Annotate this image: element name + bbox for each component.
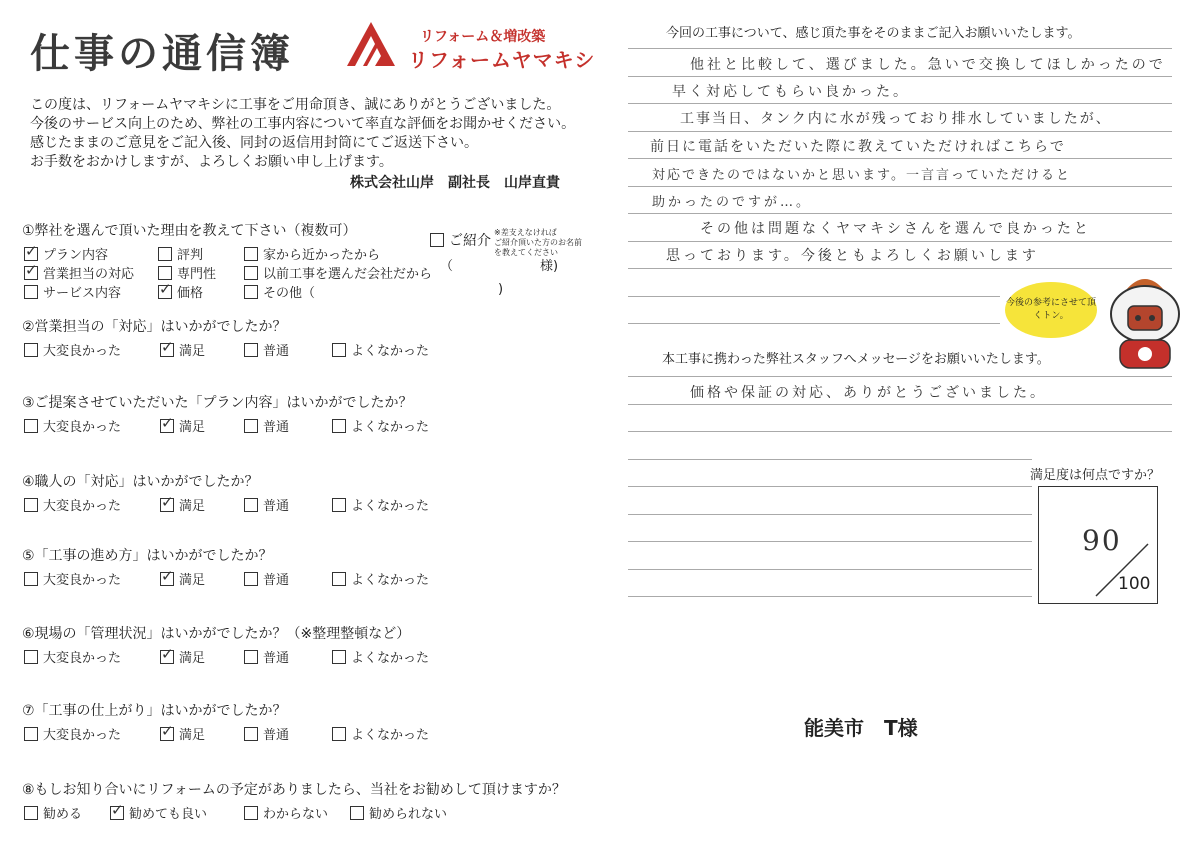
page-title: 仕事の通信簿 (30, 31, 294, 77)
checkbox[interactable] (332, 498, 346, 512)
ruled-line (628, 213, 1172, 214)
checkbox[interactable] (244, 806, 258, 820)
staff-message-heading: 本工事に携わった弊社スタッフへメッセージをお願いいたします。 (662, 352, 1050, 367)
feedback-line: 前日に電話をいただいた際に教えていただければこちらで (650, 139, 1066, 155)
checkbox[interactable] (244, 266, 258, 280)
pig-mascot-icon (1098, 268, 1192, 372)
signature: 株式会社山岸 副社長 山岸直貴 (350, 175, 560, 191)
q1-option-near-home[interactable]: 家から近かったから (244, 244, 380, 263)
ruled-line (628, 268, 1172, 269)
referral-sama: 様) (540, 259, 559, 274)
rating-option[interactable]: よくなかった (332, 416, 429, 435)
ruled-line (628, 541, 1032, 542)
q8-option[interactable]: わからない (244, 803, 328, 822)
checkbox[interactable] (158, 266, 172, 280)
checkbox[interactable] (24, 266, 38, 280)
q1-option-sales-response[interactable]: ✓ 営業担当の対応 (24, 263, 134, 282)
rating-option[interactable]: ✓ 満足 (160, 340, 205, 359)
checkbox[interactable] (158, 285, 172, 299)
rating-option[interactable]: 大変良かった (24, 724, 121, 743)
checkbox[interactable] (24, 247, 38, 261)
checkbox[interactable] (332, 572, 346, 586)
ruled-line (628, 404, 1172, 405)
checkbox[interactable] (244, 498, 258, 512)
question-label: ⑤「工事の進め方」はいかがでしたか？ (22, 548, 273, 564)
q1-label: ①弊社を選んで頂いた理由を教えて下さい（複数可） (22, 223, 357, 239)
checkbox[interactable] (160, 419, 174, 433)
checkbox[interactable] (430, 233, 444, 247)
question-label: ⑥現場の「管理状況」はいかがでしたか？（※整理整頓など） (22, 626, 411, 642)
question-label: ④職人の「対応」はいかがでしたか？ (22, 474, 259, 490)
rating-option[interactable]: ✓ 満足 (160, 495, 205, 514)
ruled-line (628, 569, 1032, 570)
checkbox[interactable] (160, 727, 174, 741)
checkbox[interactable] (24, 650, 38, 664)
checkbox[interactable] (332, 419, 346, 433)
intro-line: 感じたままのご意見をご記入後、同封の返信用封筒にてご返送下さい。 (30, 135, 478, 151)
rating-option[interactable]: 大変良かった (24, 416, 121, 435)
feedback-line: その他は問題なくヤマキシさんを選んで良かったと (700, 221, 1091, 237)
q1-option-referral[interactable]: ご紹介 (430, 230, 491, 250)
q1-option-reputation[interactable]: 評判 (158, 244, 203, 263)
checkbox[interactable] (332, 727, 346, 741)
checkbox[interactable] (24, 727, 38, 741)
rating-option[interactable]: ✓ 満足 (160, 416, 205, 435)
checkbox[interactable] (24, 806, 38, 820)
ruled-line (628, 376, 1172, 377)
rating-option[interactable]: 普通 (244, 724, 289, 743)
intro-text (30, 96, 575, 172)
ruled-line (628, 241, 1172, 242)
ruled-line (628, 514, 1032, 515)
q8-label: ⑧もしお知り合いにリフォームの予定がありましたら、当社をお勧めして頂けますか？ (22, 782, 566, 798)
rating-option[interactable]: 普通 (244, 416, 289, 435)
q1-other-close: ) (498, 282, 504, 297)
ruled-line (628, 131, 1172, 132)
rating-option[interactable]: 大変良かった (24, 569, 121, 588)
checkbox[interactable] (160, 498, 174, 512)
q1-option-price[interactable]: ✓ 価格 (158, 282, 203, 301)
checkbox[interactable] (244, 572, 258, 586)
feedback-line: 工事当日、タンク内に水が残っており排水していましたが、 (680, 111, 1112, 127)
referral-note: ※差支えなければ ご紹介頂いた方のお名前 を教えてください (494, 228, 582, 257)
q1-option-expertise[interactable]: 専門性 (158, 263, 216, 282)
ruled-line (628, 459, 1032, 460)
q8-option[interactable]: 勧める (24, 803, 82, 822)
rating-option[interactable]: 大変良かった (24, 647, 121, 666)
question-label: ②営業担当の「対応」はいかがでしたか？ (22, 319, 287, 335)
referral-open: （ (440, 259, 454, 274)
feedback-line: 早く対応してもらい良かった。 (672, 84, 910, 100)
intro-line: 今後のサービス向上のため、弊社の工事内容について率直な評価をお聞かせください。 (30, 116, 576, 132)
ruled-line (628, 596, 1032, 597)
mascot-speech-bubble: 今後の参考にさせて頂くトン。 (1005, 282, 1097, 338)
checkbox[interactable] (160, 572, 174, 586)
ruled-line (628, 296, 1000, 297)
ruled-line (628, 158, 1172, 159)
logo-subtitle: リフォーム＆増改築 (420, 29, 546, 45)
checkbox[interactable] (244, 727, 258, 741)
rating-option[interactable]: よくなかった (332, 340, 429, 359)
question-label: ⑦「工事の仕上がり」はいかがでしたか？ (22, 703, 287, 719)
checkbox[interactable] (24, 343, 38, 357)
intro-line: この度は、リフォームヤマキシに工事をご用命頂き、誠にありがとうございました。 (30, 97, 561, 113)
score-value: 90 (1082, 524, 1122, 557)
ruled-line (628, 186, 1172, 187)
rating-option[interactable]: ✓ 満足 (160, 724, 205, 743)
ruled-line (628, 323, 1000, 324)
rating-option[interactable]: ✓ 満足 (160, 569, 205, 588)
q1-option-other[interactable]: その他（ (244, 282, 315, 301)
checkbox[interactable] (244, 650, 258, 664)
checkbox[interactable] (110, 806, 124, 820)
rating-option[interactable]: 普通 (244, 495, 289, 514)
ruled-line (628, 431, 1172, 432)
checkbox[interactable] (244, 285, 258, 299)
q1-option-service[interactable]: サービス内容 (24, 282, 121, 301)
checkbox[interactable] (158, 247, 172, 261)
checkbox[interactable] (244, 419, 258, 433)
rating-option[interactable]: 大変良かった (24, 340, 121, 359)
ruled-line (628, 48, 1172, 49)
staff-message-text: 価格や保証の対応、ありがとうございました。 (690, 385, 1047, 401)
score-max: 100 (1118, 574, 1151, 594)
rating-option[interactable]: 普通 (244, 340, 289, 359)
checkbox[interactable] (160, 343, 174, 357)
score-label: 満足度は何点ですか？ (1030, 468, 1161, 483)
rating-option[interactable]: よくなかった (332, 724, 429, 743)
company-logo-mark (345, 20, 397, 68)
question-label: ③ご提案させていただいた「プラン内容」はいかがでしたか？ (22, 395, 413, 411)
checkbox[interactable] (24, 572, 38, 586)
checkbox[interactable] (350, 806, 364, 820)
rating-option[interactable]: よくなかった (332, 495, 429, 514)
feedback-line: 対応できたのではないかと思います。一言言っていただけると (652, 168, 1071, 183)
rating-option[interactable]: 普通 (244, 647, 289, 666)
customer-name: 能美市 T様 (804, 716, 918, 740)
rating-option[interactable]: 普通 (244, 569, 289, 588)
checkbox[interactable] (24, 285, 38, 299)
q8-option[interactable]: 勧められない (350, 803, 447, 822)
q1-option-plan[interactable]: ✓ プラン内容 (24, 244, 108, 263)
checkbox[interactable] (24, 498, 38, 512)
checkbox[interactable] (244, 343, 258, 357)
feedback-line: 他社と比較して、選びました。急いで交換してほしかったので (690, 57, 1166, 73)
ruled-line (628, 103, 1172, 104)
rating-option[interactable]: 大変良かった (24, 495, 121, 514)
q8-option[interactable]: ✓ 勧めても良い (110, 803, 207, 822)
ruled-line (628, 486, 1032, 487)
feedback-heading: 今回の工事について、感じ頂た事をそのままご記入お願いいたします。 (666, 26, 1081, 41)
logo-company-name: リフォームヤマキシ (408, 48, 596, 72)
checkbox[interactable] (160, 650, 174, 664)
feedback-line: 思っております。今後ともよろしくお願いします (666, 248, 1039, 264)
rating-option[interactable]: ✓ 満足 (160, 647, 205, 666)
feedback-line: 助かったのですが…。 (652, 195, 813, 210)
rating-option[interactable]: よくなかった (332, 569, 429, 588)
rating-option[interactable]: よくなかった (332, 647, 429, 666)
intro-line: お手数をおかけしますが、よろしくお願い申し上げます。 (30, 154, 393, 170)
checkbox[interactable] (24, 419, 38, 433)
q1-option-previous-company[interactable]: 以前工事を選んだ会社だから (244, 263, 432, 282)
checkbox[interactable] (332, 343, 346, 357)
ruled-line (628, 76, 1172, 77)
checkbox[interactable] (332, 650, 346, 664)
checkbox[interactable] (244, 247, 258, 261)
